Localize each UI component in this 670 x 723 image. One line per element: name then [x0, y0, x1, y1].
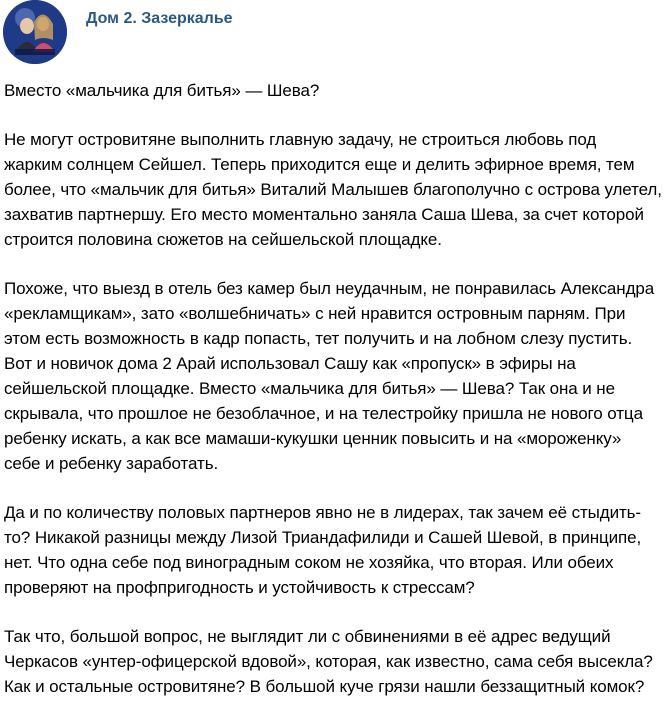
- post-paragraph: Похоже, что выезд в отель без камер был неудачным, не понравилась Александра «рекламщикам», зато «волшебничать» с ней нравится островным парням. При этом есть возможность в кадр попасть, тет получить и на лобном слезу пустить. Вот и новичок дома 2 Арай использовал Сашу как «пропуск» в эфиры на сейшельской площадке. Вместо «мальчика для битья» — Шева? Так она и не скрывала, что прошлое не безоблачное, и на телестройку пришла не нового отца ребенку искать, а как все мамаши-кукушки ценник повысить и на «мороженку» себе и ребенку заработать.: [4, 279, 655, 473]
- group-avatar[interactable]: [3, 0, 67, 64]
- post-paragraph: Так что, большой вопрос, не выглядит ли с обвинениями в её адрес ведущий Черкасов «унтер-офицерской вдовой», которая, как известно, сама себя высекла? Как и остальные островитяне? В большой куче грязи нашли беззащитный комок?: [4, 627, 653, 696]
- post-paragraph: Не могут островитяне выполнить главную задачу, не строиться любовь под жарким солнцем Сейшел. Теперь приходится еще и делить эфирное время, тем более, что «мальчик для битья» Виталий Малышев благополучно с острова улетел, захватив партнершу. Его место моментально заняла Саша Шева, за счет которой строится половина сюжетов на сейшельской площадке.: [4, 130, 662, 249]
- post-text: [4, 78, 666, 723]
- post-paragraph: Да и по количеству половых партнеров явно не в лидерах, так зачем её стыдить- то? Никакой разницы между Лизой Триандафилиди и Сашей Шевой, в принципе, нет. Что одна себе под виноградным соком не хозяйка, что вторая. Или обеих проверяют на профпригодность и устойчивость к стрессам?: [4, 503, 642, 597]
- group-name-link[interactable]: Дом 2. Зазеркалье: [86, 10, 233, 27]
- post-header: [0, 0, 670, 70]
- post-headline: Вместо «мальчика для битья» — Шева?: [4, 81, 320, 100]
- group-avatar-icon: [3, 0, 67, 64]
